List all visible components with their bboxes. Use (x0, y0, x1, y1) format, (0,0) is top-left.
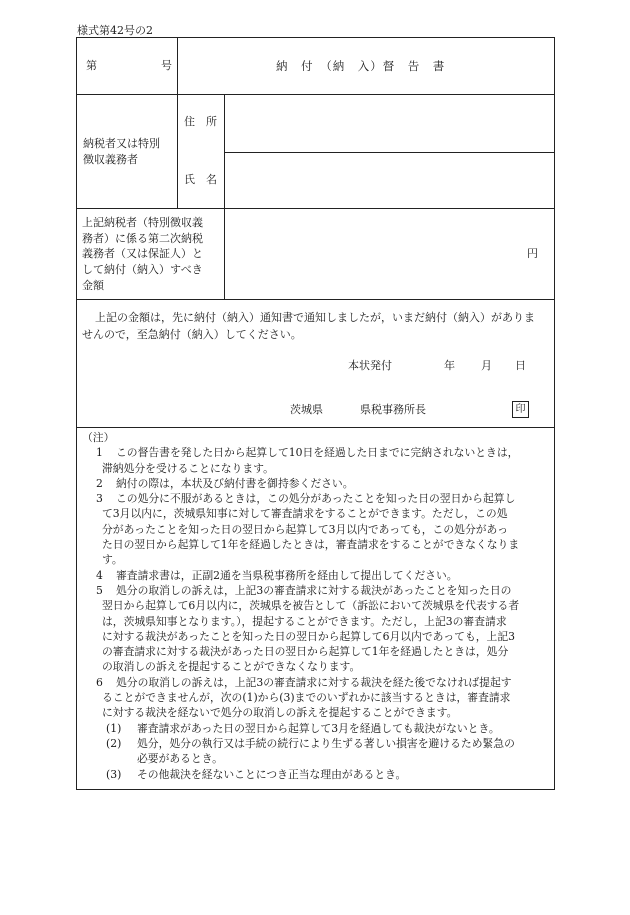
note-item-line (82, 705, 550, 720)
note-item-line (82, 598, 550, 613)
row-divider (76, 94, 555, 95)
note-subitem-number: (2) (106, 736, 122, 750)
note-subitem-text: 審査請求があった日の翌日から起算して3月を経過しても裁決がないとき。 (137, 721, 500, 735)
note-item-text: 分があったことを知った日の翌日から起算して3月以内であっても，この処分があっ (102, 522, 509, 536)
note-subitem-text: 必要があるとき。 (137, 752, 223, 766)
note-subitem-line (82, 736, 550, 751)
note-item-text: の取消しの訴えを提起することができなくなります。 (102, 660, 361, 674)
note-item-line (82, 537, 550, 552)
office-name: 県税事務所長 (360, 403, 426, 416)
number-label-left: 第 (86, 59, 97, 72)
note-item-text: 納付の際は，本状及び納付書を御持参ください。 (116, 476, 354, 490)
note-item-text: は，茨城県知事となります。），提起することができます。ただし，上記3の審査請求 (102, 614, 507, 628)
note-item-number: 6 (96, 675, 103, 689)
note-item-number: 2 (96, 476, 103, 490)
note-item-text: 審査請求書は，正副2通を当県税事務所を経由して提出してください。 (116, 568, 458, 582)
note-item-line (82, 506, 550, 521)
col-divider (177, 37, 178, 94)
taxpayer-label-2: 徴収義務者 (83, 153, 138, 166)
note-subitem-line (82, 721, 550, 736)
note-item-line (82, 522, 550, 537)
amount-label: 務者）に係る第二次納税 (82, 232, 203, 245)
note-item-number: 4 (96, 568, 103, 582)
note-item-text: に対する裁決があったことを知った日の翌日から起算して6月以内であっても，上記3 (102, 629, 516, 643)
col-divider (177, 94, 178, 208)
note-subitem-number: (3) (106, 767, 122, 781)
note-item-line (82, 461, 550, 476)
note-item-text: ることができませんが，次の(1)から(3)までのいずれかに該当するときは，審査請求 (102, 691, 511, 705)
note-item-line (82, 568, 550, 583)
amount-label: 金額 (82, 279, 104, 292)
note-item-line (82, 659, 550, 674)
note-item-text: 処分の取消しの訴えは，上記3の審査請求に対する裁決があったことを知った日の (116, 583, 512, 597)
note-item-number: 5 (96, 583, 103, 597)
document-title: 納 付 （納 入）督 告 書 (276, 59, 446, 73)
note-item-line (82, 690, 550, 705)
note-item-line (82, 476, 550, 491)
issue-month: 月 (481, 359, 492, 372)
form-number: 様式第42号の2 (77, 24, 153, 37)
yen-unit: 円 (527, 247, 538, 260)
amount-label: 上記納税者（特別徴収義 (82, 216, 203, 229)
note-item-text: 翌日から起算して6月以内に，茨城県を被告として（訴訟において茨城県を代表する者 (102, 599, 520, 613)
note-item-text: て3月以内に，茨城県知事に対して審査請求をすることができます。ただし，この処 (102, 507, 508, 521)
taxpayer-label: 納税者又は特別 (83, 137, 160, 150)
notice-text: 上記の金額は，先に納付（納入）通知書で通知しましたが，いまだ納付（納入）がありま (95, 311, 535, 324)
note-subitem-text: 処分，処分の執行又は手続の続行により生ずる著しい損害を避けるため緊急の (137, 736, 515, 750)
note-item-line (82, 644, 550, 659)
note-item-number: 3 (96, 492, 103, 506)
number-label-right: 号 (161, 59, 172, 72)
name-label: 氏 名 (184, 173, 217, 186)
note-subitem-number: (1) (106, 721, 122, 735)
row-divider (76, 427, 555, 428)
row-divider (76, 208, 555, 209)
row-divider (76, 299, 555, 300)
note-subitem-text: その他裁決を経ないことにつき正当な理由があるとき。 (137, 767, 407, 781)
issue-label: 本状発付 (348, 359, 392, 372)
issue-day: 日 (515, 359, 526, 372)
note-item-line (82, 675, 550, 690)
note-item-line (82, 583, 550, 598)
note-item-text: の審査請求に対する裁決があった日の翌日から起算して1年を経過したときは，処分 (102, 645, 509, 659)
note-item-line (82, 491, 550, 506)
note-item-text: す。 (102, 553, 123, 567)
note-item-line (82, 629, 550, 644)
note-item-text: 滞納処分を受けることになります。 (102, 461, 274, 475)
amount-label: 義務者（又は保証人）と (82, 247, 203, 260)
note-subitem-line (82, 751, 550, 766)
prefecture-name: 茨城県 (290, 403, 323, 416)
col-divider (224, 208, 225, 299)
note-item-line (82, 445, 550, 460)
note-item-text: この処分に不服があるときは，この処分があったことを知った日の翌日から起算し (116, 492, 516, 506)
note-item-number: 1 (96, 446, 103, 460)
note-item-text: 処分の取消しの訴えは，上記3の審査請求に対する裁決を経た後でなければ提起す (116, 675, 512, 689)
note-item-text: た日の翌日から起算して1年を経過したときは，審査請求をすることができなくなりま (102, 538, 520, 552)
note-item-text: に対する裁決を経ないで処分の取消しの訴えを提起することができます。 (102, 706, 458, 720)
note-item-line (82, 552, 550, 567)
col-divider (224, 94, 225, 208)
seal-stamp: 印 (512, 401, 529, 418)
note-subitem-line (82, 767, 550, 782)
notes-section (82, 430, 550, 782)
issue-year: 年 (444, 359, 455, 372)
note-item-line (82, 614, 550, 629)
note-item-text: この督告書を発した日から起算して10日を経過した日までに完納されないときは， (116, 446, 519, 460)
row-divider (224, 152, 555, 153)
notice-text: せんので，至急納付（納入）してください。 (82, 328, 302, 341)
notes-heading: （注） (82, 431, 115, 444)
amount-label: して納付（納入）すべき (82, 263, 203, 276)
address-label: 住 所 (184, 115, 217, 128)
